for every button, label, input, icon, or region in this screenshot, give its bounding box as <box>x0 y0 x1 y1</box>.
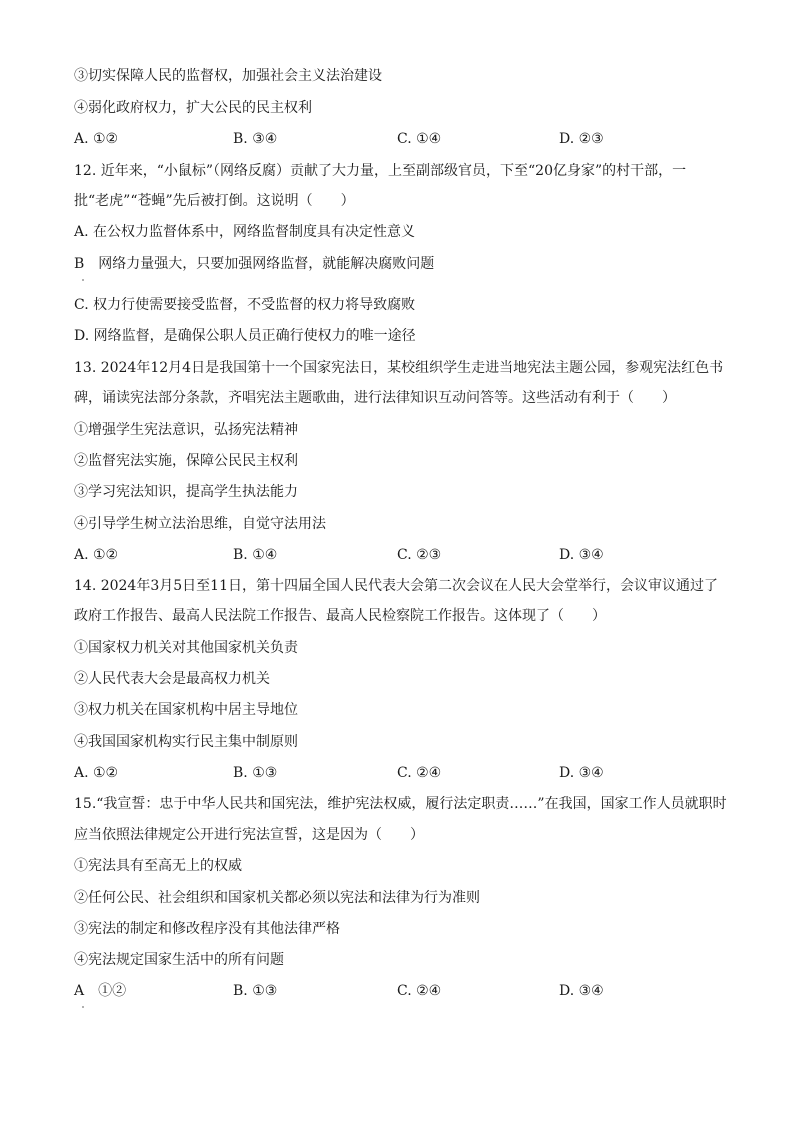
q15-stem-line-1: 15.“我宣誓：忠于中华人民共和国宪法，维护宪法权威，履行法定职责……”在我国，国家工作人员就职时 <box>74 796 727 812</box>
q13-stem-line-2: 碑，诵读宪法部分条款，齐唱宪法主题歌曲，进行法律知识互动问答等。这些活动有利于（ ） <box>74 390 676 406</box>
q11-option-c[interactable]: C. ①④ <box>397 131 442 147</box>
q13-options <box>74 545 734 565</box>
q11-option-d[interactable]: D. ②③ <box>559 131 604 147</box>
q12-stem-line-2: 批“老虎”“苍蝇”先后被打倒。这说明（ ） <box>74 193 355 209</box>
q14-item-2: ②人民代表大会是最高权力机关 <box>74 671 270 687</box>
q15-option-c[interactable]: C. ②④ <box>397 983 442 999</box>
q11-option-b[interactable]: B. ③④ <box>233 131 278 147</box>
q13-option-b[interactable]: B. ①④ <box>233 547 278 563</box>
q12-option-c[interactable]: C. 权力行使需要接受监督，不受监督的权力将导致腐败 <box>74 297 416 313</box>
q13-item-1: ①增强学生宪法意识，弘扬宪法精神 <box>74 422 298 438</box>
q14-option-b[interactable]: B. ①③ <box>233 765 278 781</box>
q14-item-3: ③权力机关在国家机构中居主导地位 <box>74 702 298 718</box>
q14-stem-line-2: 政府工作报告、最高人民法院工作报告、最高人民检察院工作报告。这体现了（ ） <box>74 608 606 624</box>
q13-option-c[interactable]: C. ②③ <box>397 547 442 563</box>
q15-options <box>74 981 734 1001</box>
q12-option-d[interactable]: D. 网络监督，是确保公职人员正确行使权力的唯一途径 <box>74 328 416 344</box>
q11-options <box>74 129 734 149</box>
q15-item-2: ②任何公民、社会组织和国家机关都必须以宪法和法律为行为准则 <box>74 890 480 906</box>
q14-item-1: ①国家权力机关对其他国家机关负责 <box>74 640 298 656</box>
q14-options <box>74 763 734 783</box>
scan-mark <box>82 1006 84 1008</box>
q15-option-a[interactable]: A ①② <box>74 983 127 999</box>
q11-item-3: ③切实保障人民的监督权，加强社会主义法治建设 <box>74 68 382 84</box>
q14-option-d[interactable]: D. ③④ <box>559 765 604 781</box>
q15-item-1: ①宪法具有至高无上的权威 <box>74 858 242 874</box>
q15-item-4: ④宪法规定国家生活中的所有问题 <box>74 952 284 968</box>
q13-stem-line-1: 13. 2024年12月4日是我国第十一个国家宪法日，某校组织学生走进当地宪法主题公园，参观宪法红色书 <box>74 360 724 376</box>
q14-item-4: ④我国国家机构实行民主集中制原则 <box>74 734 298 750</box>
q12-option-b[interactable]: B 网络力量强大，只要加强网络监督，就能解决腐败问题 <box>74 256 435 272</box>
q14-option-c[interactable]: C. ②④ <box>397 765 442 781</box>
q14-stem-line-1: 14. 2024年3月5日至11日，第十四届全国人民代表大会第二次会议在人民大会堂举行，会议审议通过了 <box>74 578 718 594</box>
q15-option-d[interactable]: D. ③④ <box>559 983 604 999</box>
q13-item-4: ④引导学生树立法治思维，自觉守法用法 <box>74 516 326 532</box>
q11-option-a[interactable]: A. ①② <box>74 131 119 147</box>
q15-option-b[interactable]: B. ①③ <box>233 983 278 999</box>
q11-item-4: ④弱化政府权力，扩大公民的民主权利 <box>74 100 312 116</box>
q15-stem-line-2: 应当依照法律规定公开进行宪法宣誓，这是因为（ ） <box>74 827 424 843</box>
q15-item-3: ③宪法的制定和修改程序没有其他法律严格 <box>74 921 340 937</box>
q12-option-a[interactable]: A. 在公权力监督体系中，网络监督制度具有决定性意义 <box>74 224 416 240</box>
q13-item-3: ③学习宪法知识，提高学生执法能力 <box>74 484 298 500</box>
q13-option-d[interactable]: D. ③④ <box>559 547 604 563</box>
q14-option-a[interactable]: A. ①② <box>74 765 119 781</box>
q13-option-a[interactable]: A. ①② <box>74 547 119 563</box>
scan-mark <box>82 279 84 281</box>
q13-item-2: ②监督宪法实施，保障公民民主权利 <box>74 453 298 469</box>
q12-stem-line-1: 12. 近年来，“小鼠标”（网络反腐）贡献了大力量，上至副部级官员，下至“20亿身家”的村干部，一 <box>74 163 687 179</box>
